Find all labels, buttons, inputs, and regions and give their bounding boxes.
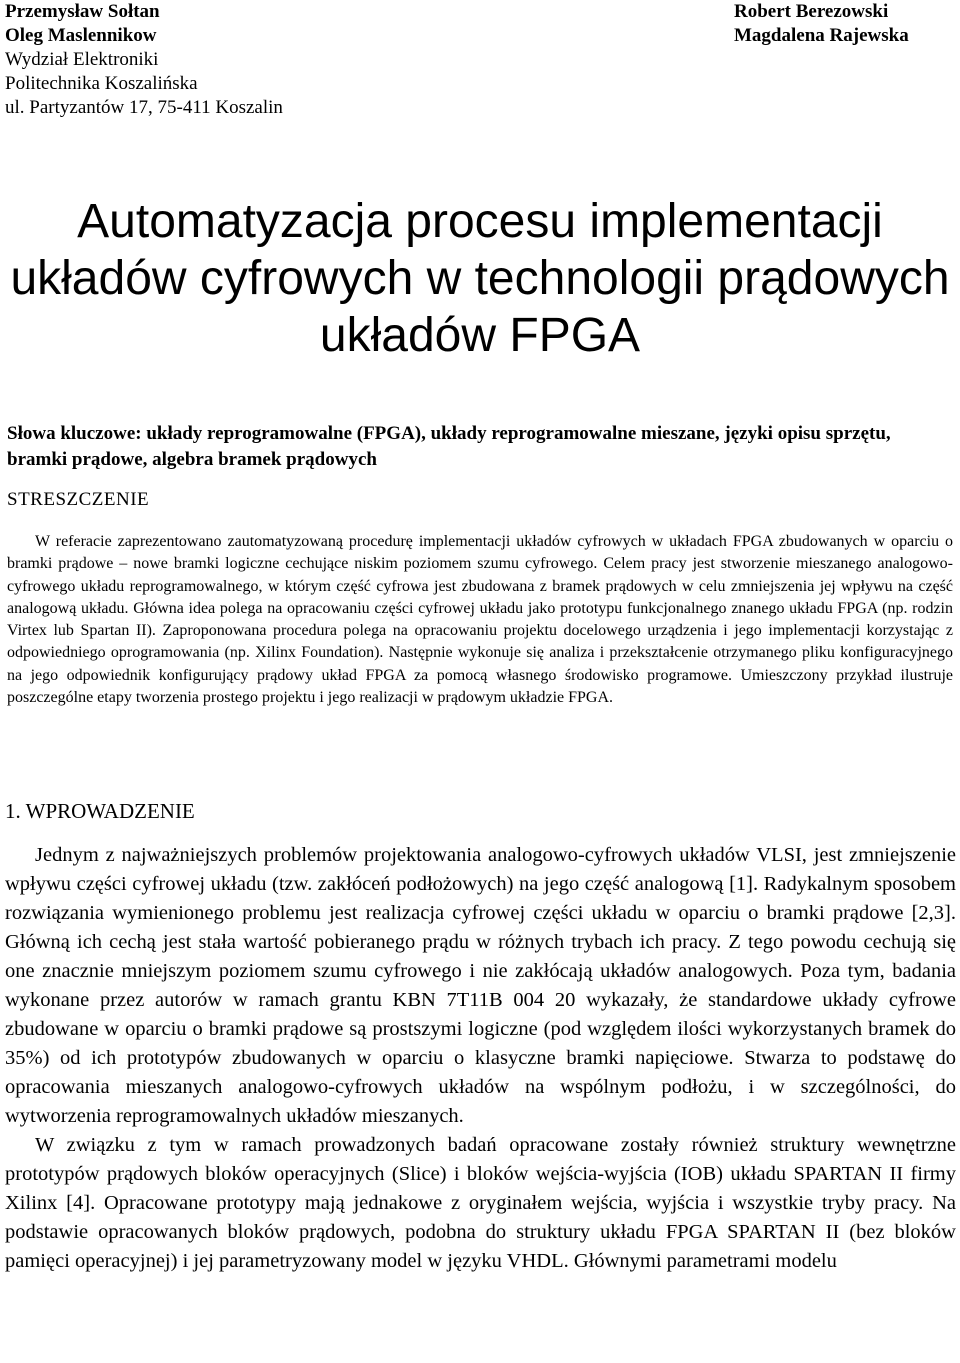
section-body: [5, 841, 956, 1276]
affiliation-university: Politechnika Koszalińska: [5, 73, 198, 94]
abstract-heading: STRESZCZENIE: [7, 489, 150, 510]
author-name: Magdalena Rajewska: [734, 25, 909, 46]
body-paragraph: W związku z tym w ramach prowadzonych badań opracowane zostały również struktury wewnętrzne prototypów prądowych bloków operacyjnych (Slice) i bloków wejścia-wyjścia (IOB) układu SPARTAN II firmy Xilinx [4]. Opracowane prototypy mają jednakowe z oryginałem wejścia, wyjścia i wszystkie tryby pracy. Na podstawie opracowanych bloków prądowych, podobna do struktury układu FPGA SPARTAN II (bez bloków pamięci operacyjnej) i jej parametryzowany model w języku VHDL. Głównymi parametrami modelu: [5, 1134, 956, 1272]
affiliation-address: ul. Partyzantów 17, 75-411 Koszalin: [5, 97, 283, 118]
section-heading: 1. WPROWADZENIE: [5, 799, 195, 823]
authors-left-block: [5, 0, 283, 120]
keywords: Słowa kluczowe: układy reprogramowalne (FPGA), układy reprogramowalne mieszane, języki opisu sprzętu, bramki prądowe, algebra bramek prądowych: [7, 423, 891, 470]
title-line: układów FPGA: [319, 309, 641, 362]
abstract: [7, 531, 953, 709]
body-paragraph: Jednym z najważniejszych problemów projektowania analogowo-cyfrowych układów VLSI, jest zmniejszenie wpływu części cyfrowej układu (tzw. zakłóceń podłożowych) na jego część analogową [1]. Radykalnym sposobem rozwiązania wymienionego problemu jest realizacja cyfrowej części układu w oparciu o bramki prądowe [2,3]. Główną ich cechą jest stała wartość pobieranego prądu w różnych trybach ich pracy. Z tego powodu cechują się one znacznie mniejszym poziomem szumu cyfrowego i nie zakłócają układów analogowych. Poza tym, badania wykonane przez autorów w ramach grantu KBN 7T11B 004 20 wykazały, że standardowe układy cyfrowe zbudowane w oparciu o bramki prądowe są prostszymi logiczne (pod względem ilości wykorzystanych bramek do 35%) od ich prototypów zbudowanych w oparciu o klasyczne bramki napięciowe. Stwarza to podstawę do opracowania mieszanych analogowo-cyfrowych układów na wspólnym podłożu, i w szczególności, do wytworzenia reprogramowalnych układów mieszanych.: [5, 844, 956, 1127]
author-name: Oleg Maslennikow: [5, 25, 157, 46]
abstract-text: W referacie zaprezentowano zautomatyzowaną procedurę implementacji układów cyfrowych w układach FPGA zbudowanych w oparciu o bramki prądowe – nowe bramki logiczne cechujące niskim poziomem szumu cyfrowego. Celem pracy jest stworzenie mieszanego analogowo-cyfrowego układu reprogramowalnego, w którym część cyfrowa jest zbudowana z bramek prądowych w celu zmniejszenia jej wpływu na część analogową układu. Główna idea polega na opracowaniu części cyfrowej układu jako prototypu funkcjonalnego znanego układu FPGA (np. rodzin Virtex lub Spartan II). Zaproponowana procedura polega na opracowaniu projektu docelowego urządzenia i jego implementacji korzystając z odpowiedniego oprogramowania (np. Xilinx Foundation). Następnie wykonuje się analiza i przekształcenie otrzymanego pliku konfiguracyjnego na jego odpowiednik konfigurujący prądowy układ FPGA za pomocą własnego środowisko programowe. Umieszczony przykład ilustruje poszczególne etapy tworzenia prostego projektu i jego realizacji w prądowym układzie FPGA.: [7, 533, 953, 707]
title-line: Automatyzacja procesu implementacji: [77, 195, 883, 248]
paper-title: [0, 193, 960, 364]
author-name: Przemysław Sołtan: [5, 1, 160, 22]
author-name: Robert Berezowski: [734, 1, 889, 22]
title-line: układów cyfrowych w technologii prądowych: [10, 252, 950, 305]
authors-right-block: [734, 0, 909, 48]
affiliation-department: Wydział Elektroniki: [5, 49, 159, 70]
